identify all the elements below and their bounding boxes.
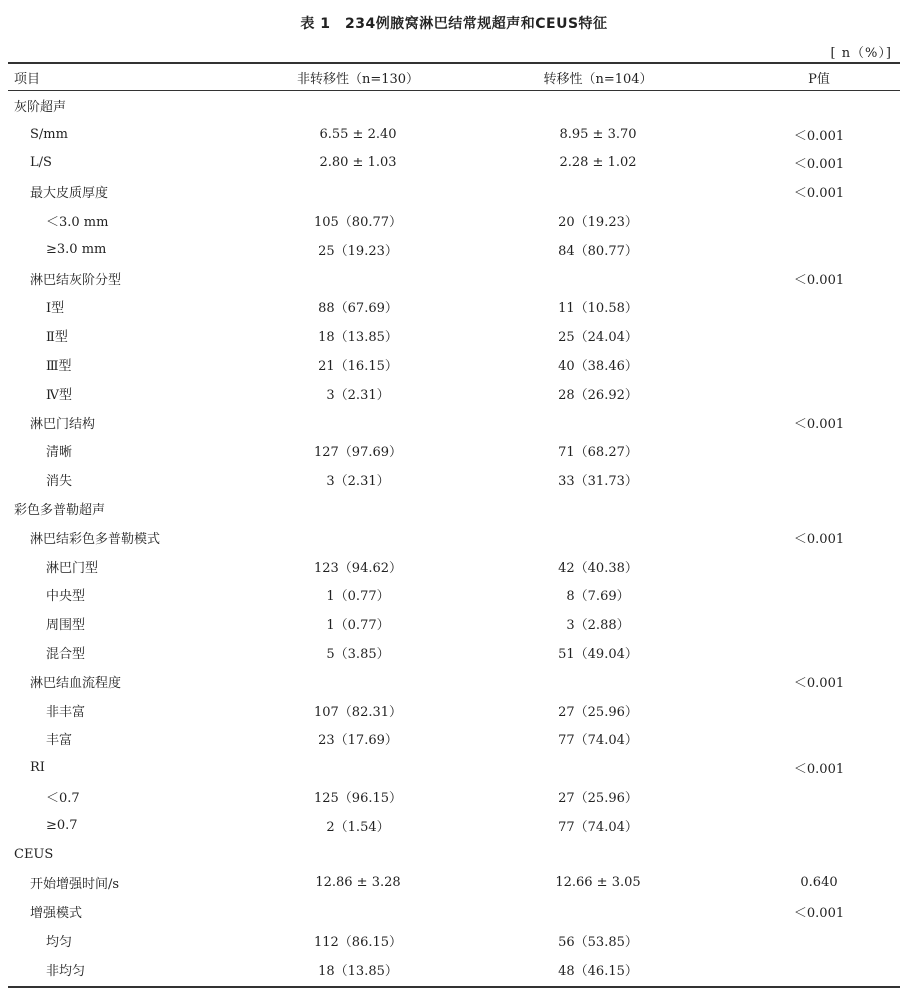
row-label: ＜3.0 mm [46,215,109,231]
table-row [8,177,900,206]
row-label: 均匀 [46,935,73,950]
row-metastatic-value: 12.66 ± 3.05 [555,875,641,891]
row-p-value: 0.640 [800,875,838,891]
row-nonmetastatic-value: 1（0.77） [326,618,390,634]
row-label: 淋巴门结构 [30,416,96,432]
row-p-value: ＜0.001 [793,675,845,691]
row-nonmetastatic-value: 12.86 ± 3.28 [315,875,401,891]
row-label: 混合型 [46,647,86,663]
table-row [8,638,900,667]
table-row [8,696,900,725]
table-row [8,91,900,120]
table-row [8,321,900,350]
row-p-value [738,782,900,811]
row-nonmetastatic-value [258,91,458,120]
header-metastatic: 转移性（n=104） [458,64,738,91]
row-metastatic-value: 27（25.96） [558,791,638,807]
row-label: 淋巴结彩色多普勒模式 [30,531,161,547]
row-p-value [738,206,900,235]
row-p-value [738,235,900,264]
row-metastatic-value: 8.95 ± 3.70 [559,126,637,142]
row-p-value: ＜0.001 [793,906,845,922]
row-metastatic-value [458,523,738,552]
row-nonmetastatic-value: 6.55 ± 2.40 [319,126,397,142]
row-metastatic-value: 11（10.58） [558,301,638,317]
row-p-value [738,811,900,840]
table-row [8,955,900,984]
row-p-value: ＜0.001 [793,157,845,173]
row-metastatic-value [458,494,738,523]
table-row [8,897,900,926]
row-label: 中央型 [46,589,86,605]
data-table [8,64,900,984]
row-metastatic-value [458,177,738,206]
row-nonmetastatic-value: 3（2.31） [326,387,390,403]
row-nonmetastatic-value [258,408,458,437]
row-p-value [738,321,900,350]
row-nonmetastatic-value: 2（1.54） [326,819,390,835]
row-label: 清晰 [46,445,73,461]
row-p-value [738,609,900,638]
table-row [8,869,900,898]
header-item: 项目 [8,64,258,91]
table-title: 表 1 234例腋窝淋巴结常规超声和CEUS特征 [300,16,608,32]
row-p-value [738,350,900,379]
row-label: ≥0.7 [46,817,78,833]
row-label: Ⅳ型 [46,387,72,403]
row-nonmetastatic-value: 21（16.15） [318,359,398,375]
table-row [8,494,900,523]
table-row [8,379,900,408]
row-metastatic-value [458,91,738,120]
row-p-value: ＜0.001 [793,531,845,547]
row-metastatic-value: 2.28 ± 1.02 [559,155,637,171]
row-nonmetastatic-value: 3（2.31） [326,474,390,490]
row-p-value [738,465,900,494]
table-row [8,149,900,178]
row-label: ≥3.0 mm [46,241,107,257]
row-label: Ⅲ型 [46,359,72,375]
table-row [8,609,900,638]
row-label: CEUS [14,846,54,862]
table-row [8,437,900,466]
row-label: Ⅱ型 [46,330,68,346]
table-body [8,91,900,984]
row-p-value: ＜0.001 [793,186,845,202]
row-label: L/S [30,155,52,171]
row-nonmetastatic-value: 25（19.23） [318,243,398,259]
row-label: 淋巴门型 [46,560,99,576]
table-row [8,523,900,552]
row-nonmetastatic-value [258,494,458,523]
row-p-value: ＜0.001 [793,762,845,778]
table-row [8,408,900,437]
row-p-value [738,494,900,523]
row-metastatic-value: 84（80.77） [558,243,638,259]
table-row [8,753,900,782]
row-label: 非均匀 [46,963,86,979]
row-metastatic-value [458,264,738,293]
row-label: 彩色多普勒超声 [14,503,106,519]
table-row [8,667,900,696]
row-p-value: ＜0.001 [793,416,845,432]
header-nonmetastatic: 非转移性（n=130） [258,64,458,91]
table-unit: [ n（%）] [830,46,892,61]
row-p-value: ＜0.001 [793,272,845,288]
row-label: 消失 [46,474,73,490]
row-p-value [738,581,900,610]
row-nonmetastatic-value [258,897,458,926]
row-nonmetastatic-value [258,177,458,206]
row-metastatic-value: 42（40.38） [558,560,638,576]
row-label: S/mm [30,126,68,142]
row-label: 周围型 [46,618,86,634]
row-p-value [738,91,900,120]
row-label: RI [30,760,45,776]
row-label: 开始增强时间/s [30,877,120,893]
row-nonmetastatic-value: 18（13.85） [318,330,398,346]
table-row [8,293,900,322]
row-nonmetastatic-value: 5（3.85） [326,647,390,663]
row-nonmetastatic-value: 105（80.77） [313,215,403,231]
bottom-rule [8,986,900,988]
row-label: 最大皮质厚度 [30,186,109,202]
table-row [8,206,900,235]
row-metastatic-value: 33（31.73） [558,474,638,490]
row-metastatic-value: 28（26.92） [558,387,638,403]
row-p-value [738,293,900,322]
row-metastatic-value: 71（68.27） [558,445,638,461]
row-label: 淋巴结血流程度 [30,675,122,691]
table-row [8,782,900,811]
row-nonmetastatic-value: 123（94.62） [313,560,403,576]
header-row [8,64,900,91]
row-p-value [738,437,900,466]
row-label: 增强模式 [30,906,83,922]
row-p-value [738,840,900,869]
row-metastatic-value: 3（2.88） [566,618,630,634]
row-metastatic-value [458,667,738,696]
row-nonmetastatic-value: 127（97.69） [313,445,403,461]
row-nonmetastatic-value: 125（96.15） [313,791,403,807]
row-metastatic-value: 77（74.04） [558,733,638,749]
row-metastatic-value: 51（49.04） [558,647,638,663]
row-p-value [738,725,900,754]
row-nonmetastatic-value: 23（17.69） [318,733,398,749]
table-row [8,581,900,610]
row-nonmetastatic-value [258,667,458,696]
row-metastatic-value: 20（19.23） [558,215,638,231]
row-metastatic-value: 8（7.69） [566,589,630,605]
row-label: Ⅰ型 [46,301,65,317]
table-row [8,120,900,149]
table-row [8,725,900,754]
header-p-value: P值 [738,64,900,91]
row-metastatic-value: 40（38.46） [558,359,638,375]
table-row [8,235,900,264]
row-nonmetastatic-value: 107（82.31） [313,704,403,720]
row-nonmetastatic-value: 18（13.85） [318,963,398,979]
row-metastatic-value [458,897,738,926]
row-metastatic-value: 77（74.04） [558,819,638,835]
row-metastatic-value: 48（46.15） [558,963,638,979]
row-p-value: ＜0.001 [793,128,845,144]
table-row [8,926,900,955]
row-p-value [738,379,900,408]
row-metastatic-value [458,408,738,437]
row-nonmetastatic-value [258,264,458,293]
row-p-value [738,696,900,725]
row-p-value [738,955,900,984]
row-metastatic-value: 27（25.96） [558,704,638,720]
table-row [8,840,900,869]
row-p-value [738,552,900,581]
row-metastatic-value: 25（24.04） [558,330,638,346]
row-p-value [738,638,900,667]
row-nonmetastatic-value: 88（67.69） [318,301,398,317]
row-label: ＜0.7 [46,791,80,807]
table-row [8,350,900,379]
row-p-value [738,926,900,955]
row-metastatic-value [458,840,738,869]
row-nonmetastatic-value: 2.80 ± 1.03 [319,155,397,171]
table-row [8,465,900,494]
table-row [8,811,900,840]
row-nonmetastatic-value [258,523,458,552]
row-nonmetastatic-value [258,840,458,869]
row-label: 非丰富 [46,704,86,720]
row-metastatic-value [458,753,738,782]
row-label: 淋巴结灰阶分型 [30,272,122,288]
row-label: 丰富 [46,733,73,749]
row-nonmetastatic-value: 112（86.15） [313,935,403,950]
row-nonmetastatic-value: 1（0.77） [326,589,390,605]
row-metastatic-value: 56（53.85） [558,935,638,950]
table-row [8,264,900,293]
row-nonmetastatic-value [258,753,458,782]
row-label: 灰阶超声 [14,99,67,115]
table-row [8,552,900,581]
